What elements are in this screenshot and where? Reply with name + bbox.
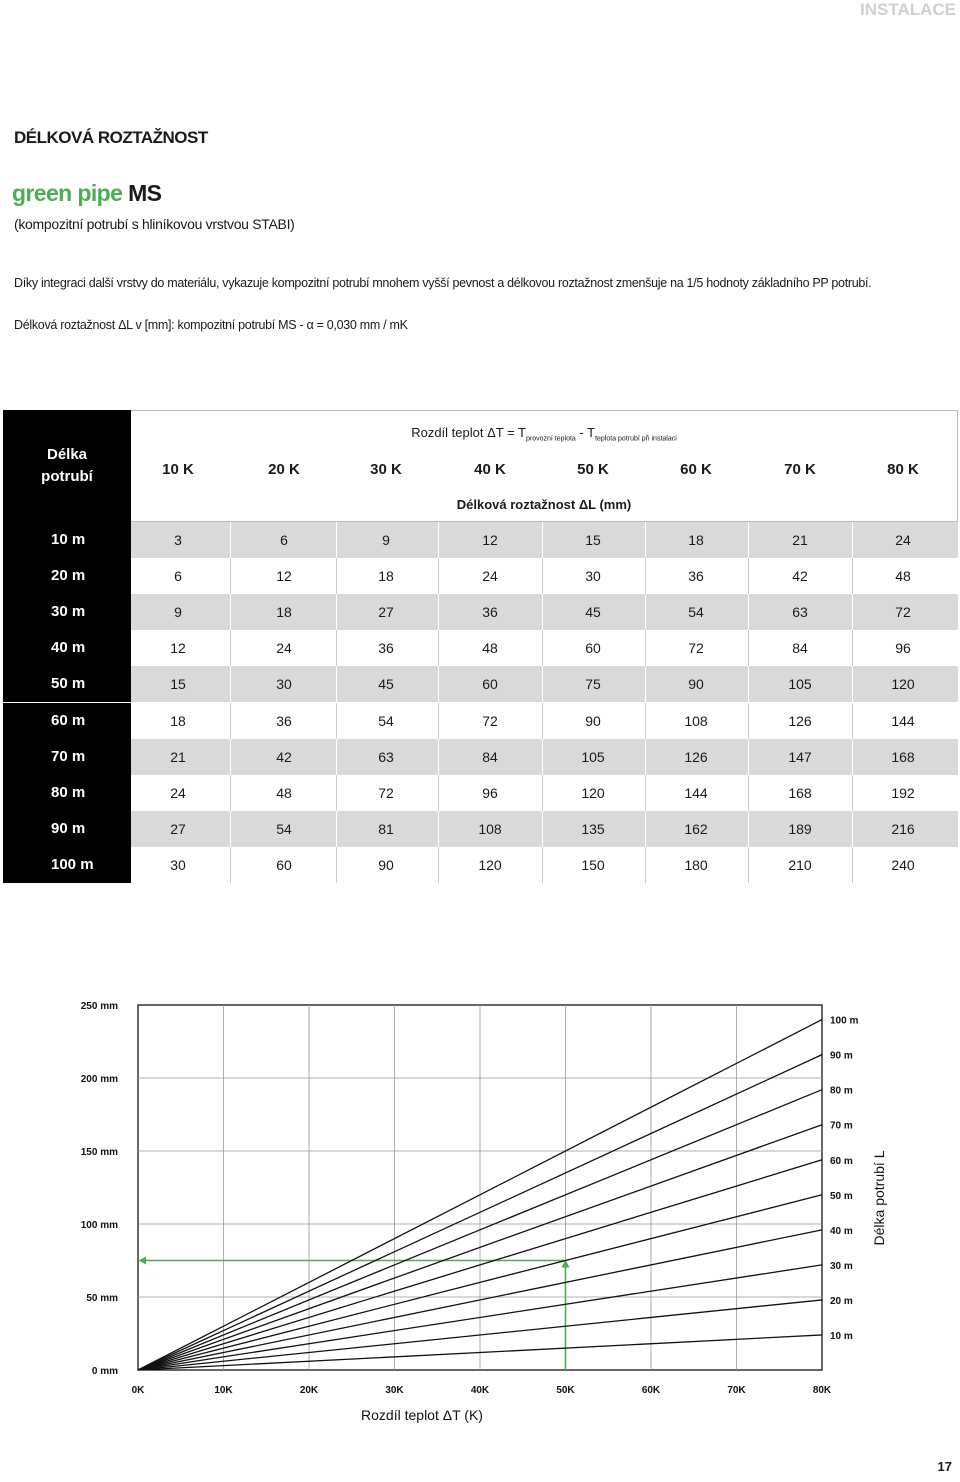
column-header: 70 K — [784, 461, 816, 478]
row-label: 60 m — [3, 703, 131, 739]
table-cell: 30 — [170, 856, 186, 873]
table-cell: 54 — [378, 712, 394, 729]
series-label: 10 m — [830, 1330, 853, 1342]
table-row — [3, 847, 958, 883]
table-cell: 240 — [891, 856, 915, 873]
table-cell: 30 — [276, 676, 292, 693]
y-tick-label: 50 mm — [86, 1293, 118, 1304]
table-cell: 168 — [891, 748, 915, 765]
brand-green: green pipe — [12, 180, 123, 206]
table-cell: 21 — [170, 748, 186, 765]
table-cell: 84 — [482, 748, 498, 765]
x-tick-label: 30K — [385, 1385, 404, 1396]
table-cell: 120 — [891, 676, 915, 693]
table-cell: 3 — [174, 532, 182, 548]
table-cell: 90 — [585, 712, 601, 729]
table-cell: 36 — [688, 568, 704, 585]
table-cell: 75 — [585, 676, 601, 693]
table-cell: 108 — [684, 712, 708, 729]
row-label: 50 m — [3, 666, 131, 702]
table-cell: 72 — [895, 604, 911, 621]
table-row — [3, 558, 958, 594]
series-label: 50 m — [830, 1190, 853, 1202]
delta-mid: - T — [575, 425, 596, 440]
y-tick-label: 100 mm — [80, 1220, 118, 1231]
table-cell: 15 — [170, 676, 186, 693]
table-cell: 48 — [482, 640, 498, 657]
column-header: 40 K — [474, 461, 506, 478]
table-cell: 108 — [478, 820, 502, 837]
table-cell: 36 — [276, 712, 292, 729]
table-cell: 63 — [792, 604, 808, 621]
y-tick-label: 150 mm — [80, 1147, 118, 1158]
table-cell: 144 — [684, 784, 708, 801]
table-cell: 54 — [276, 820, 292, 837]
table-cell: 60 — [585, 640, 601, 657]
table-cell: 18 — [688, 532, 704, 548]
table-cell: 72 — [482, 712, 498, 729]
table-cell: 162 — [684, 820, 708, 837]
row-label: 100 m — [3, 847, 131, 883]
table-cell: 180 — [684, 856, 708, 873]
table-cell: 210 — [788, 856, 812, 873]
corner-line1: Délka — [46, 446, 88, 463]
table-cell: 168 — [788, 784, 812, 801]
series-label: 90 m — [830, 1050, 853, 1062]
table-cell: 9 — [174, 604, 182, 621]
table-cell: 96 — [482, 784, 498, 801]
table-cell: 36 — [482, 604, 498, 621]
x-tick-label: 20K — [299, 1385, 319, 1396]
column-header: 10 K — [162, 461, 194, 478]
column-header: 30 K — [370, 461, 402, 478]
table-cell: 6 — [280, 532, 288, 548]
table-cell: 189 — [788, 820, 812, 837]
table-cell: 90 — [688, 676, 704, 693]
table-row — [3, 666, 958, 702]
series-label: 60 m — [830, 1155, 853, 1167]
table-cell: 96 — [895, 640, 911, 657]
x-tick-label: 60K — [641, 1385, 661, 1396]
x-axis-label: Rozdíl teplot ΔT (K) — [361, 1407, 483, 1423]
table-cell: 18 — [170, 712, 186, 729]
y-axis-label: Délka potrubí L — [871, 1150, 887, 1246]
table-cell: 216 — [891, 820, 915, 837]
delta-sub1: provozní teplota — [526, 435, 576, 443]
table-cell: 27 — [170, 820, 186, 837]
row-label: 40 m — [3, 630, 131, 666]
y-tick-label: 0 mm — [91, 1366, 118, 1377]
table-cell: 12 — [170, 640, 186, 657]
expansion-table — [3, 410, 958, 883]
expansion-chart — [0, 990, 960, 1460]
table-cell: 36 — [378, 640, 394, 657]
table-cell: 126 — [684, 748, 708, 765]
table-row — [3, 703, 958, 739]
table-cell: 21 — [792, 532, 808, 548]
table-cell: 24 — [170, 784, 186, 801]
delta-sub2: teplota potrubí při instalaci — [595, 435, 677, 443]
row-label: 10 m — [3, 522, 131, 558]
table-cell: 150 — [581, 856, 605, 873]
y-tick-label: 250 mm — [80, 1001, 118, 1012]
result-heading: Délková roztažnost ΔL (mm) — [456, 497, 632, 512]
table-cell: 84 — [792, 640, 808, 657]
table-cell: 72 — [378, 784, 394, 801]
column-headers — [131, 461, 957, 483]
series-label: 100 m — [830, 1015, 859, 1027]
table-cell: 144 — [891, 712, 915, 729]
series-label: 20 m — [830, 1295, 853, 1307]
formula-text: Délková roztažnost ΔL v [mm]: kompozitní potrubí MS - α = 0,030 mm / mK — [14, 318, 408, 332]
row-label: 80 m — [3, 775, 131, 811]
x-tick-label: 50K — [556, 1385, 575, 1396]
table-cell: 12 — [482, 532, 498, 548]
table-cell: 192 — [891, 784, 915, 801]
delta-t-heading — [131, 425, 957, 443]
column-header: 50 K — [577, 461, 609, 478]
table-cell: 6 — [174, 568, 182, 585]
table-cell: 126 — [788, 712, 812, 729]
row-label: 90 m — [3, 811, 131, 847]
table-cell: 120 — [478, 856, 502, 873]
intro-text: Díky integraci další vrstvy do materiálu, vykazuje kompozitní potrubí mnohem vyšší pevnost a délkovou roztažnost zmenšuje na 1/5 hodnoty základního PP potrubí. — [14, 276, 872, 290]
table-cell: 72 — [688, 640, 704, 657]
column-header: 60 K — [680, 461, 712, 478]
table-row — [3, 594, 958, 630]
row-label: 70 m — [3, 739, 131, 775]
y-tick-label: 200 mm — [80, 1074, 118, 1085]
table-cell: 90 — [378, 856, 394, 873]
table-cell: 24 — [895, 532, 911, 548]
table-cell: 48 — [276, 784, 292, 801]
section-header: INSTALACE — [859, 0, 956, 19]
table-cell: 42 — [276, 748, 292, 765]
brand-ms: MS — [128, 180, 162, 206]
table-cell: 48 — [895, 568, 911, 585]
delta-main: Rozdíl teplot ΔT = T — [411, 425, 526, 440]
table-row — [3, 811, 958, 847]
x-tick-label: 10K — [214, 1385, 233, 1396]
table-corner-header — [3, 410, 131, 522]
table-cell: 63 — [378, 748, 394, 765]
corner-line2: potrubí — [41, 468, 93, 485]
series-label: 70 m — [830, 1120, 853, 1132]
series-label: 30 m — [830, 1260, 853, 1272]
table-cell: 42 — [792, 568, 808, 585]
page-number: 17 — [937, 1459, 952, 1474]
table-cell: 30 — [585, 568, 601, 585]
table-cell: 9 — [382, 532, 390, 548]
brand-subtitle: (kompozitní potrubí s hliníkovou vrstvou STABI) — [14, 216, 295, 232]
table-cell: 24 — [482, 568, 498, 585]
table-cell: 18 — [276, 604, 292, 621]
table-header — [131, 410, 958, 522]
row-label: 30 m — [3, 594, 131, 630]
row-label: 20 m — [3, 558, 131, 594]
table-cell: 60 — [482, 676, 498, 693]
table-cell: 147 — [788, 748, 812, 765]
table-cell: 18 — [378, 568, 394, 585]
column-header: 20 K — [268, 461, 300, 478]
column-header: 80 K — [887, 461, 919, 478]
series-label: 80 m — [830, 1085, 853, 1097]
x-tick-label: 40K — [470, 1385, 490, 1396]
table-cell: 105 — [788, 676, 812, 693]
table-cell: 45 — [585, 604, 601, 621]
table-row — [3, 739, 958, 775]
table-row — [3, 522, 958, 558]
page-title: DÉLKOVÁ ROZTAŽNOST — [14, 128, 208, 147]
x-tick-label: 70K — [727, 1385, 746, 1396]
table-cell: 60 — [276, 856, 292, 873]
table-cell: 27 — [378, 604, 394, 621]
series-label: 40 m — [830, 1225, 853, 1237]
table-row — [3, 775, 958, 811]
table-cell: 54 — [688, 604, 704, 621]
table-cell: 45 — [378, 676, 394, 693]
table-cell: 120 — [581, 784, 605, 801]
table-cell: 135 — [581, 820, 605, 837]
table-row — [3, 630, 958, 666]
brand-logo — [12, 180, 161, 207]
table-cell: 24 — [276, 640, 292, 657]
table-cell: 15 — [585, 532, 601, 548]
table-cell: 81 — [378, 820, 394, 837]
x-tick-label: 80K — [812, 1385, 832, 1396]
table-cell: 12 — [276, 568, 292, 585]
x-tick-label: 0K — [131, 1385, 145, 1396]
table-cell: 105 — [581, 748, 605, 765]
